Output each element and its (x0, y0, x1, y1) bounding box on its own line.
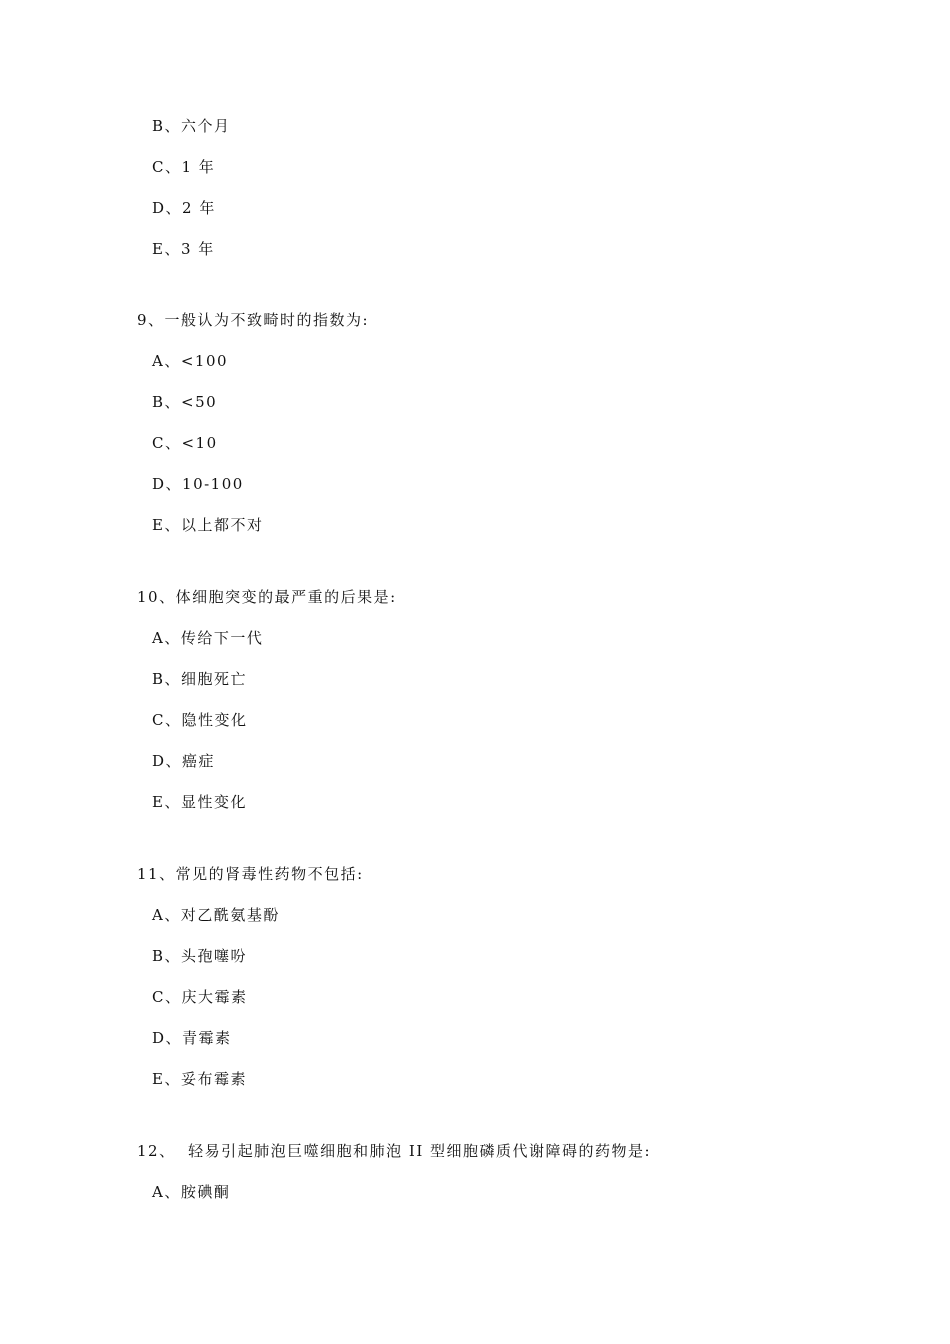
option-e: E、3 年 (152, 240, 215, 258)
q10-option-d: D、癌症 (152, 752, 216, 770)
q9-option-e: E、以上都不对 (152, 516, 264, 534)
question-12-stem: 12、 轻易引起肺泡巨噬细胞和肺泡 II 型细胞磷质代谢障碍的药物是: (137, 1142, 652, 1160)
q11-option-e: E、妥布霉素 (152, 1070, 247, 1088)
q11-option-c: C、庆大霉素 (152, 988, 248, 1006)
q10-option-b: B、细胞死亡 (152, 670, 248, 688)
q10-option-c: C、隐性变化 (152, 711, 248, 729)
q9-option-b: B、<50 (152, 393, 218, 411)
q10-option-a: A、传给下一代 (152, 629, 264, 647)
option-c: C、1 年 (152, 158, 216, 176)
q9-option-a: A、<100 (152, 352, 229, 370)
q10-option-e: E、显性变化 (152, 793, 247, 811)
q11-option-d: D、青霉素 (152, 1029, 232, 1047)
question-11-stem: 11、常见的肾毒性药物不包括: (137, 865, 364, 883)
q9-option-c: C、<10 (152, 434, 218, 452)
q11-option-a: A、对乙酰氨基酚 (152, 906, 280, 924)
q9-option-d: D、10-100 (152, 475, 244, 493)
question-9-stem: 9、一般认为不致畸时的指数为: (137, 311, 370, 329)
option-b: B、六个月 (152, 117, 231, 135)
q12-option-a: A、胺碘酮 (152, 1183, 231, 1201)
option-d: D、2 年 (152, 199, 216, 217)
question-10-stem: 10、体细胞突变的最严重的后果是: (137, 588, 397, 606)
q11-option-b: B、头孢噻吩 (152, 947, 248, 965)
